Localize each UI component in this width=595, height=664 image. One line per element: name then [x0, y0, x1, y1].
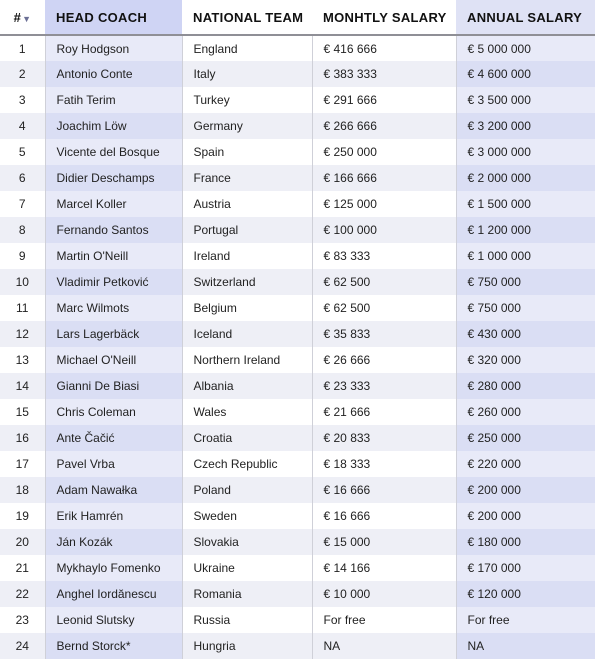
monthly-salary-cell: € 250 000 [312, 139, 456, 165]
table-row [0, 425, 595, 451]
national-team-cell: Spain [182, 139, 312, 165]
head-coach-cell: Leonid Slutsky [45, 607, 182, 633]
annual-salary-cell: € 120 000 [456, 581, 595, 607]
head-coach-cell: Lars Lagerbäck [45, 321, 182, 347]
head-coach-cell: Joachim Löw [45, 113, 182, 139]
national-team-cell: France [182, 165, 312, 191]
rank-cell: 18 [0, 477, 45, 503]
head-coach-cell: Gianni De Biasi [45, 373, 182, 399]
monthly-salary-cell: € 125 000 [312, 191, 456, 217]
national-team-cell: Belgium [182, 295, 312, 321]
national-team-cell: Ukraine [182, 555, 312, 581]
national-team-cell: Austria [182, 191, 312, 217]
head-coach-cell: Erik Hamrén [45, 503, 182, 529]
head-coach-cell: Didier Deschamps [45, 165, 182, 191]
rank-cell: 9 [0, 243, 45, 269]
head-coach-cell: Roy Hodgson [45, 35, 182, 61]
column-header-head-coach[interactable]: HEAD COACH [45, 0, 182, 35]
annual-salary-cell: € 200 000 [456, 503, 595, 529]
table-row [0, 529, 595, 555]
head-coach-cell: Ján Kozák [45, 529, 182, 555]
rank-cell: 15 [0, 399, 45, 425]
rank-cell: 17 [0, 451, 45, 477]
monthly-salary-cell: € 20 833 [312, 425, 456, 451]
monthly-salary-cell: € 15 000 [312, 529, 456, 555]
annual-salary-cell: € 250 000 [456, 425, 595, 451]
table-row [0, 503, 595, 529]
rank-cell: 11 [0, 295, 45, 321]
table-row [0, 321, 595, 347]
monthly-salary-cell: € 166 666 [312, 165, 456, 191]
rank-cell: 22 [0, 581, 45, 607]
rank-cell: 21 [0, 555, 45, 581]
national-team-cell: Germany [182, 113, 312, 139]
monthly-salary-cell: € 35 833 [312, 321, 456, 347]
annual-salary-cell: NA [456, 633, 595, 659]
rank-cell: 14 [0, 373, 45, 399]
annual-salary-cell: € 1 500 000 [456, 191, 595, 217]
rank-cell: 1 [0, 35, 45, 61]
national-team-cell: Iceland [182, 321, 312, 347]
head-coach-cell: Marcel Koller [45, 191, 182, 217]
table-row [0, 35, 595, 61]
head-coach-cell: Pavel Vrba [45, 451, 182, 477]
table-body [0, 35, 595, 659]
annual-salary-cell: € 1 000 000 [456, 243, 595, 269]
annual-salary-cell: € 3 000 000 [456, 139, 595, 165]
national-team-cell: Wales [182, 399, 312, 425]
head-coach-cell: Ante Čačić [45, 425, 182, 451]
national-team-cell: Turkey [182, 87, 312, 113]
rank-cell: 5 [0, 139, 45, 165]
head-coach-cell: Mykhaylo Fomenko [45, 555, 182, 581]
monthly-salary-cell: € 16 666 [312, 503, 456, 529]
column-header-national-team[interactable]: NATIONAL TEAM [182, 0, 312, 35]
table-row [0, 113, 595, 139]
table-row [0, 87, 595, 113]
monthly-salary-cell: For free [312, 607, 456, 633]
table-row [0, 217, 595, 243]
head-coach-cell: Anghel Iordănescu [45, 581, 182, 607]
column-header-monthly-salary[interactable]: MONHTLY SALARY [312, 0, 456, 35]
monthly-salary-cell: € 16 666 [312, 477, 456, 503]
annual-salary-cell: € 1 200 000 [456, 217, 595, 243]
monthly-salary-cell: € 266 666 [312, 113, 456, 139]
rank-cell: 3 [0, 87, 45, 113]
annual-salary-cell: € 750 000 [456, 295, 595, 321]
national-team-cell: Poland [182, 477, 312, 503]
rank-cell: 4 [0, 113, 45, 139]
monthly-salary-cell: € 23 333 [312, 373, 456, 399]
head-coach-cell: Vladimir Petković [45, 269, 182, 295]
head-coach-cell: Fernando Santos [45, 217, 182, 243]
monthly-salary-cell: € 26 666 [312, 347, 456, 373]
national-team-cell: Italy [182, 61, 312, 87]
national-team-cell: Northern Ireland [182, 347, 312, 373]
national-team-cell: Romania [182, 581, 312, 607]
monthly-salary-cell: € 18 333 [312, 451, 456, 477]
national-team-cell: Croatia [182, 425, 312, 451]
sort-down-triangle-icon: ▼ [22, 13, 32, 24]
rank-cell: 7 [0, 191, 45, 217]
table-row [0, 295, 595, 321]
monthly-salary-cell: € 10 000 [312, 581, 456, 607]
column-header-rank[interactable] [0, 0, 45, 35]
rank-header-label: # [13, 9, 22, 25]
national-team-cell: Ireland [182, 243, 312, 269]
annual-salary-cell: € 260 000 [456, 399, 595, 425]
rank-cell: 20 [0, 529, 45, 555]
head-coach-cell: Chris Coleman [45, 399, 182, 425]
monthly-salary-cell: NA [312, 633, 456, 659]
national-team-cell: Hungria [182, 633, 312, 659]
rank-cell: 10 [0, 269, 45, 295]
head-coach-cell: Fatih Terim [45, 87, 182, 113]
national-team-cell: Albania [182, 373, 312, 399]
monthly-salary-cell: € 383 333 [312, 61, 456, 87]
annual-salary-cell: € 320 000 [456, 347, 595, 373]
annual-salary-cell: € 5 000 000 [456, 35, 595, 61]
national-team-cell: Switzerland [182, 269, 312, 295]
monthly-salary-cell: € 83 333 [312, 243, 456, 269]
table-row [0, 451, 595, 477]
annual-salary-cell: € 2 000 000 [456, 165, 595, 191]
national-team-cell: Sweden [182, 503, 312, 529]
annual-salary-cell: € 3 200 000 [456, 113, 595, 139]
table-header [0, 0, 595, 35]
monthly-salary-cell: € 416 666 [312, 35, 456, 61]
column-header-annual-salary[interactable]: ANNUAL SALARY [456, 0, 595, 35]
national-team-cell: England [182, 35, 312, 61]
head-coach-cell: Martin O'Neill [45, 243, 182, 269]
rank-cell: 16 [0, 425, 45, 451]
annual-salary-cell: € 220 000 [456, 451, 595, 477]
monthly-salary-cell: € 62 500 [312, 295, 456, 321]
table-row [0, 399, 595, 425]
head-coach-cell: Michael O'Neill [45, 347, 182, 373]
national-team-cell: Portugal [182, 217, 312, 243]
rank-cell: 19 [0, 503, 45, 529]
annual-salary-cell: € 3 500 000 [456, 87, 595, 113]
head-coach-cell: Vicente del Bosque [45, 139, 182, 165]
monthly-salary-cell: € 100 000 [312, 217, 456, 243]
table-row [0, 347, 595, 373]
table-row [0, 477, 595, 503]
monthly-salary-cell: € 21 666 [312, 399, 456, 425]
annual-salary-cell: For free [456, 607, 595, 633]
rank-cell: 12 [0, 321, 45, 347]
rank-cell: 2 [0, 61, 45, 87]
rank-cell: 24 [0, 633, 45, 659]
table-row [0, 581, 595, 607]
national-team-cell: Slovakia [182, 529, 312, 555]
table-row [0, 139, 595, 165]
rank-cell: 23 [0, 607, 45, 633]
monthly-salary-cell: € 14 166 [312, 555, 456, 581]
monthly-salary-cell: € 62 500 [312, 269, 456, 295]
rank-cell: 6 [0, 165, 45, 191]
table-row [0, 373, 595, 399]
table-row [0, 165, 595, 191]
header-row [0, 0, 595, 35]
rank-cell: 8 [0, 217, 45, 243]
annual-salary-cell: € 180 000 [456, 529, 595, 555]
rank-cell: 13 [0, 347, 45, 373]
head-coach-cell: Antonio Conte [45, 61, 182, 87]
annual-salary-cell: € 750 000 [456, 269, 595, 295]
table-row [0, 269, 595, 295]
monthly-salary-cell: € 291 666 [312, 87, 456, 113]
head-coach-cell: Bernd Storck* [45, 633, 182, 659]
national-team-cell: Czech Republic [182, 451, 312, 477]
annual-salary-cell: € 4 600 000 [456, 61, 595, 87]
table-row [0, 607, 595, 633]
table-row [0, 555, 595, 581]
national-team-cell: Russia [182, 607, 312, 633]
head-coach-cell: Adam Nawałka [45, 477, 182, 503]
table-row [0, 633, 595, 659]
table-row [0, 61, 595, 87]
annual-salary-cell: € 280 000 [456, 373, 595, 399]
table-row [0, 191, 595, 217]
head-coach-cell: Marc Wilmots [45, 295, 182, 321]
annual-salary-cell: € 170 000 [456, 555, 595, 581]
annual-salary-cell: € 200 000 [456, 477, 595, 503]
table-row [0, 243, 595, 269]
annual-salary-cell: € 430 000 [456, 321, 595, 347]
